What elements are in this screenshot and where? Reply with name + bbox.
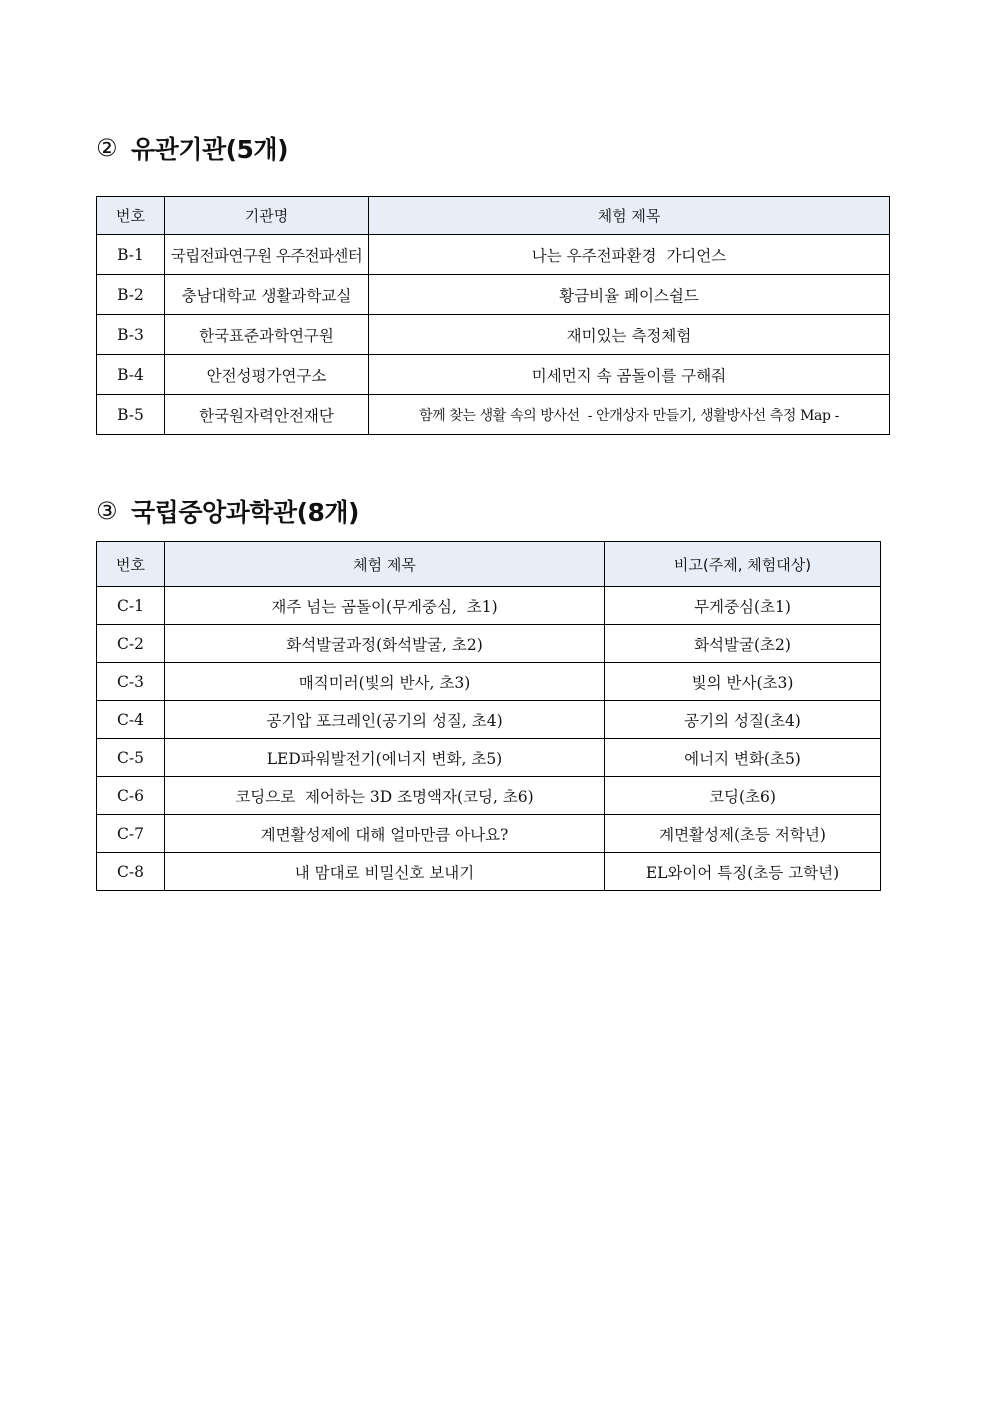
row-id: C-4	[97, 701, 165, 739]
program-title: 황금비율 페이스쉴드	[369, 275, 890, 315]
row-id: C-5	[97, 739, 165, 777]
program-note: 빛의 반사(초3)	[605, 663, 881, 701]
program-title: 함께 찾는 생활 속의 방사선 - 안개상자 만들기, 생활방사선 측정 Map -	[369, 395, 890, 435]
table-row	[97, 663, 881, 701]
program-title: 매직미러(빛의 반사, 초3)	[165, 663, 605, 701]
program-title: 재주 넘는 곰돌이(무게중심, 초1)	[165, 587, 605, 625]
table-row	[97, 395, 890, 435]
national-science-museum-table	[96, 541, 881, 891]
header-number: 번호	[97, 542, 165, 587]
related-institutions-table	[96, 196, 890, 435]
table-row	[97, 701, 881, 739]
row-id: C-2	[97, 625, 165, 663]
row-id: B-4	[97, 355, 165, 395]
institution-name: 안전성평가연구소	[165, 355, 369, 395]
program-note: 공기의 성질(초4)	[605, 701, 881, 739]
table-header-row	[97, 197, 890, 235]
institution-name: 충남대학교 생활과학교실	[165, 275, 369, 315]
program-title: 재미있는 측정체험	[369, 315, 890, 355]
row-id: B-1	[97, 235, 165, 275]
section-b-heading	[96, 130, 288, 166]
institution-name: 국립전파연구원 우주전파센터	[165, 235, 369, 275]
program-title: 화석발굴과정(화석발굴, 초2)	[165, 625, 605, 663]
table-row	[97, 235, 890, 275]
row-id: C-3	[97, 663, 165, 701]
table-row	[97, 315, 890, 355]
row-id: C-6	[97, 777, 165, 815]
program-title: 계면활성제에 대해 얼마만큼 아나요?	[165, 815, 605, 853]
institution-name: 한국표준과학연구원	[165, 315, 369, 355]
section-c-title: 국립중앙과학관(8개)	[131, 498, 359, 527]
program-title: 나는 우주전파환경 가디언스	[369, 235, 890, 275]
row-id: C-7	[97, 815, 165, 853]
institution-name: 한국원자력안전재단	[165, 395, 369, 435]
row-id: C-1	[97, 587, 165, 625]
program-note: 화석발굴(초2)	[605, 625, 881, 663]
program-note: 무게중심(초1)	[605, 587, 881, 625]
table-row	[97, 739, 881, 777]
program-title: 내 맘대로 비밀신호 보내기	[165, 853, 605, 891]
section-b-title: 유관기관(5개)	[131, 135, 289, 164]
table-header-row	[97, 542, 881, 587]
table-row	[97, 625, 881, 663]
program-title: 코딩으로 제어하는 3D 조명액자(코딩, 초6)	[165, 777, 605, 815]
program-title: 공기압 포크레인(공기의 성질, 초4)	[165, 701, 605, 739]
table-row	[97, 355, 890, 395]
header-program-title: 체험 제목	[369, 197, 890, 235]
program-note: 코딩(초6)	[605, 777, 881, 815]
table-row	[97, 587, 881, 625]
program-title: 미세먼지 속 곰돌이를 구해줘	[369, 355, 890, 395]
header-number: 번호	[97, 197, 165, 235]
table-row	[97, 853, 881, 891]
row-id: B-3	[97, 315, 165, 355]
section-b-number: ②	[96, 134, 118, 162]
row-id: B-5	[97, 395, 165, 435]
row-id: C-8	[97, 853, 165, 891]
row-id: B-2	[97, 275, 165, 315]
table-row	[97, 815, 881, 853]
table-row	[97, 777, 881, 815]
section-c-number: ③	[96, 497, 118, 525]
header-program-title: 체험 제목	[165, 542, 605, 587]
program-title: LED파워발전기(에너지 변화, 초5)	[165, 739, 605, 777]
program-note: 계면활성제(초등 저학년)	[605, 815, 881, 853]
section-c-heading	[96, 493, 359, 529]
header-note: 비고(주제, 체험대상)	[605, 542, 881, 587]
table-row	[97, 275, 890, 315]
program-note: 에너지 변화(초5)	[605, 739, 881, 777]
program-note: EL와이어 특징(초등 고학년)	[605, 853, 881, 891]
header-institution: 기관명	[165, 197, 369, 235]
